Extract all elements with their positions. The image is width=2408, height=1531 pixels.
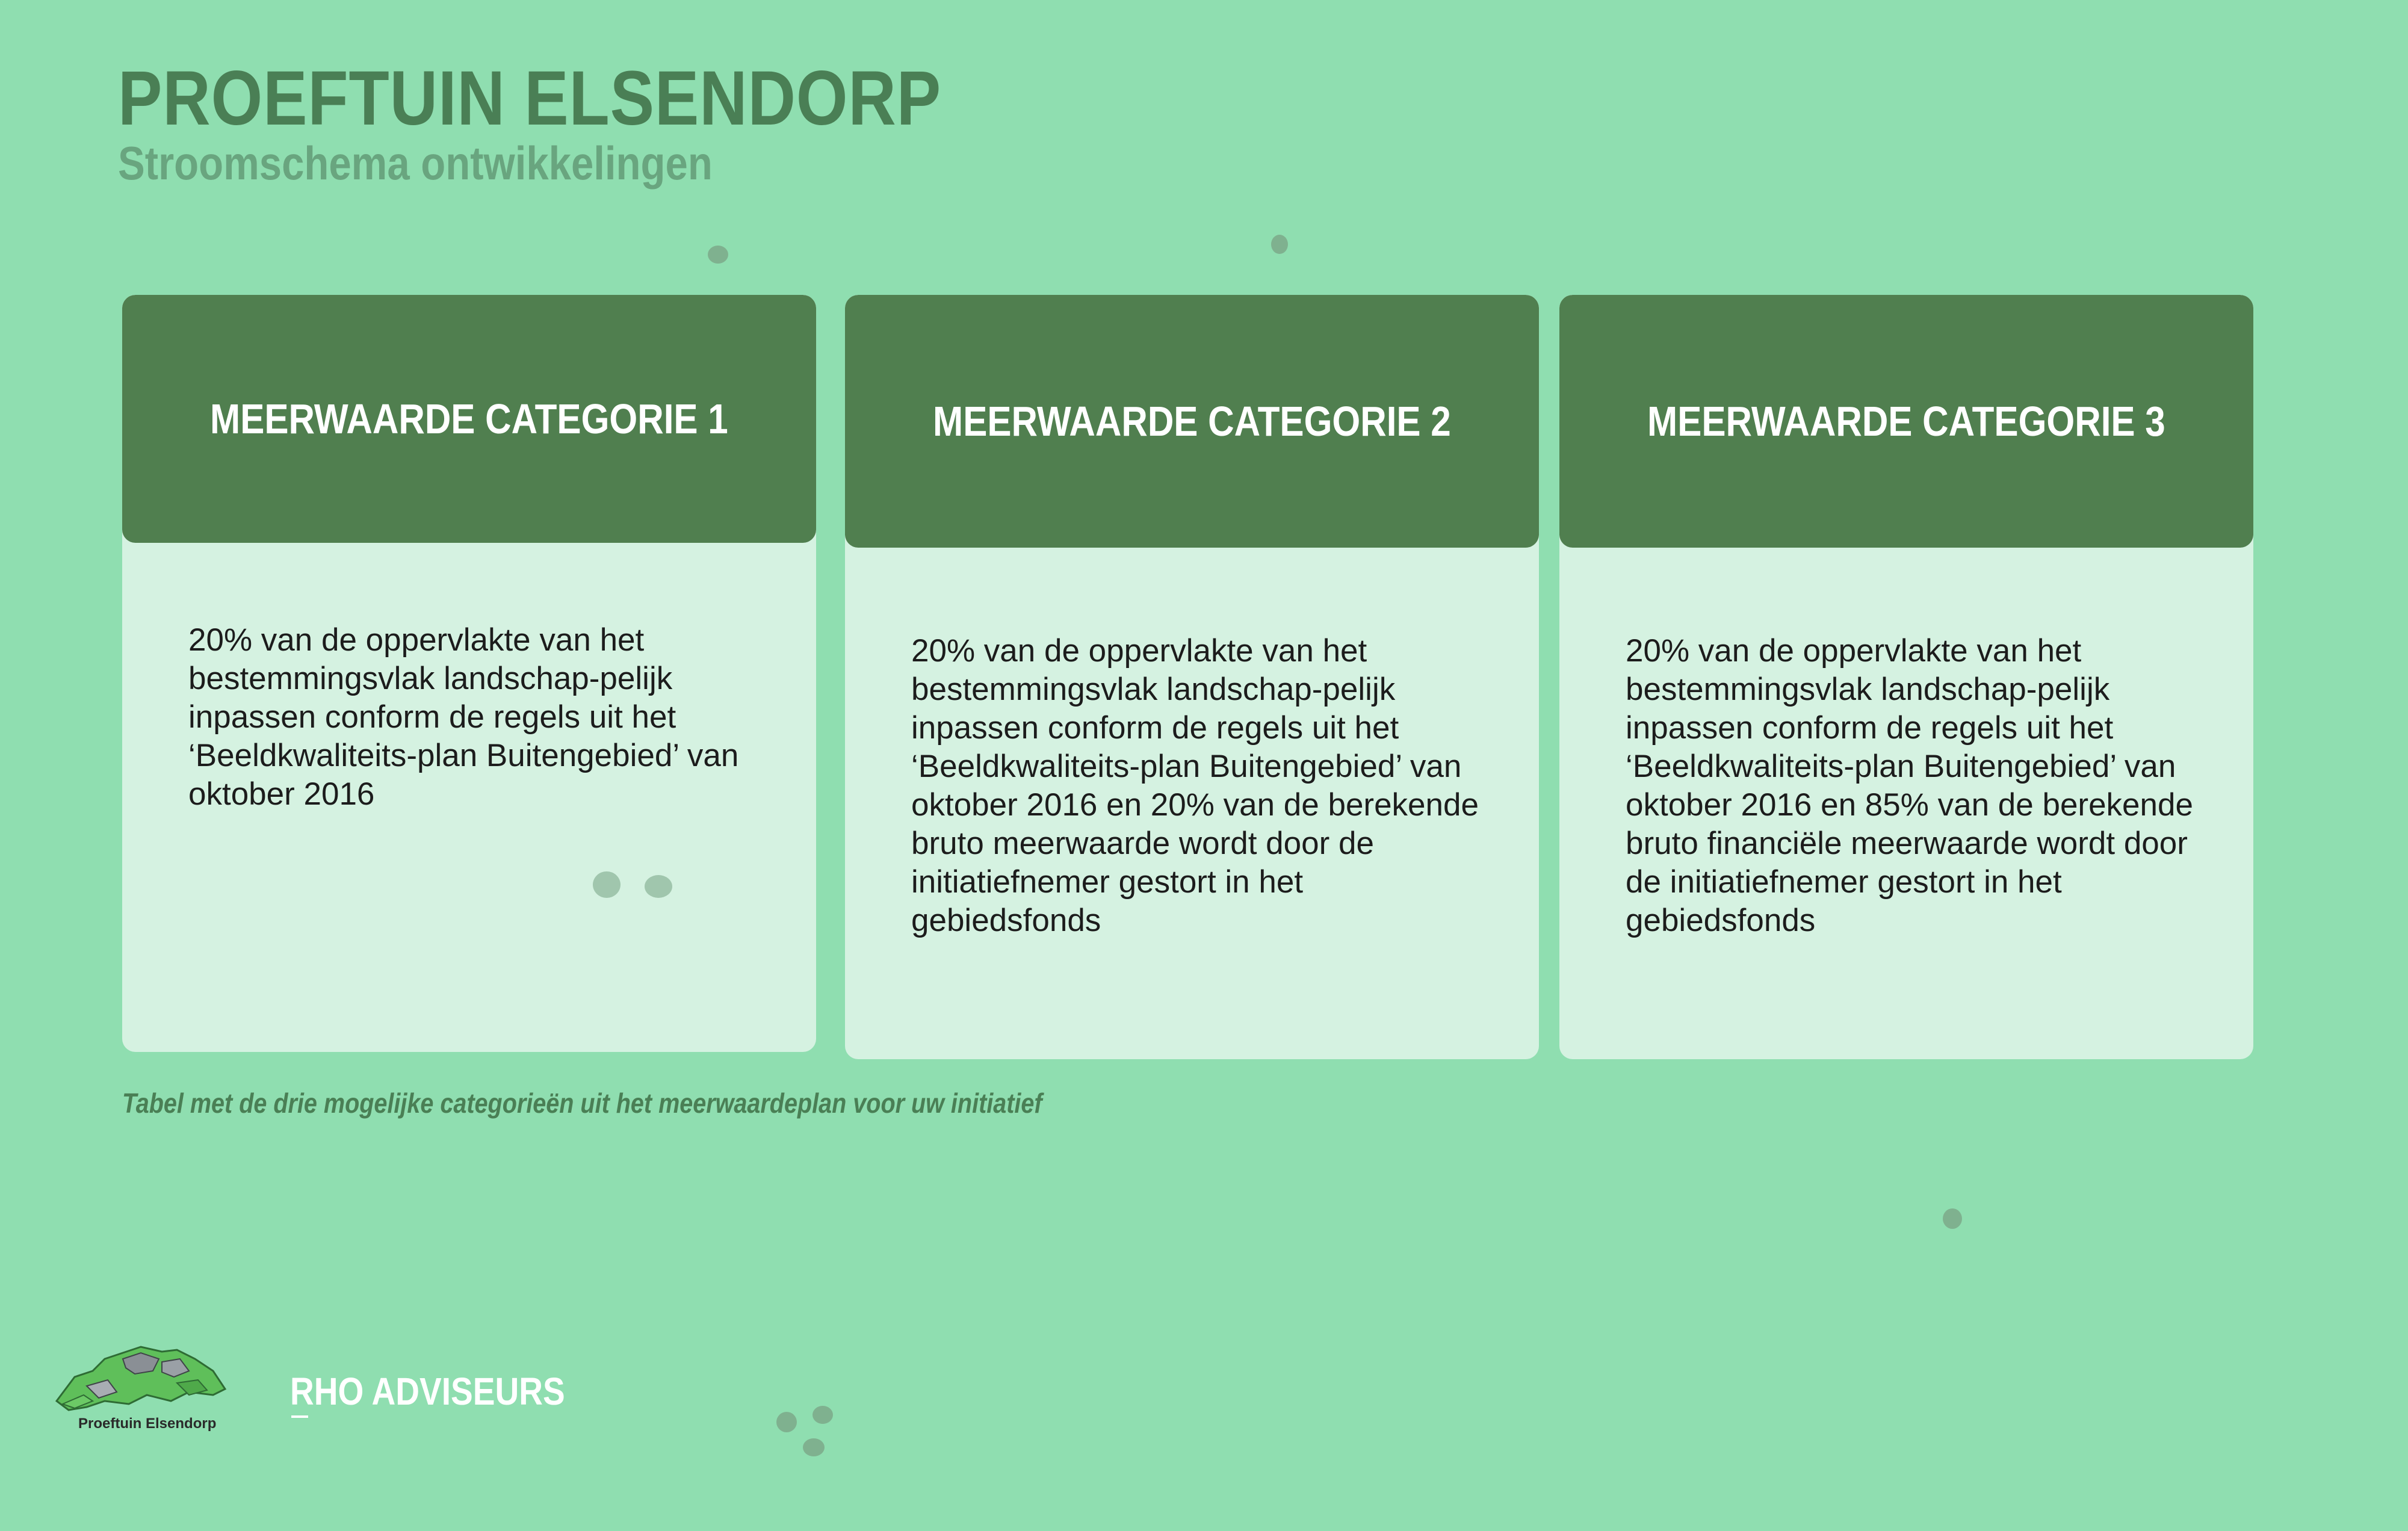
card-heading: MEERWAARDE CATEGORIE 2 [933,398,1451,445]
card-body: 20% van de oppervlakte van het bestemmingsvlak landschap-pelijk inpassen conform de regels uit het ‘Beeldkwaliteits-plan Buitengebied’ van oktober 2016 [188,622,739,812]
category-card-2 [845,295,1539,1059]
brand-underline [291,1415,308,1418]
card-heading: MEERWAARDE CATEGORIE 1 [210,395,728,442]
card-body: 20% van de oppervlakte van het bestemmingsvlak landschap-pelijk inpassen conform de regels uit het ‘Beeldkwaliteits-plan Buitengebied’ van oktober 2016 en 20% van de berekende bruto meerwaarde wordt door de initiatiefnemer gestort in het gebiedsfonds [911,633,1479,938]
card-header [845,295,1539,548]
card-header [1559,295,2253,548]
card-body: 20% van de oppervlakte van het bestemmingsvlak landschap-pelijk inpassen conform de regels uit het ‘Beeldkwaliteits-plan Buitengebied’ van oktober 2016 en 85% van de berekende bruto financiële meerwaarde wordt door de initiatiefnemer gestort in het gebiedsfonds [1626,633,2193,938]
table-caption: Tabel met de drie mogelijke categorieën uit het meerwaardeplan voor uw initiatief [122,1087,1042,1119]
decorative-blob [803,1438,825,1456]
brand-name: RHO ADVISEURS [290,1370,565,1413]
logo-label: Proeftuin Elsendorp [78,1415,217,1432]
decorative-blob [776,1412,797,1432]
page-title: PROEFTUIN ELSENDORP [118,55,941,141]
card-heading: MEERWAARDE CATEGORIE 3 [1647,398,2165,445]
decorative-blob [645,875,672,898]
decorative-blob [1271,235,1288,254]
page-subtitle: Stroomschema ontwikkelingen [118,137,713,190]
decorative-blob [708,246,728,264]
category-card-3 [1559,295,2253,1059]
decorative-blob [812,1406,833,1424]
decorative-blob [1943,1208,1962,1229]
card-header [122,295,816,543]
decorative-blob [593,871,621,898]
category-card-1 [122,295,816,1052]
